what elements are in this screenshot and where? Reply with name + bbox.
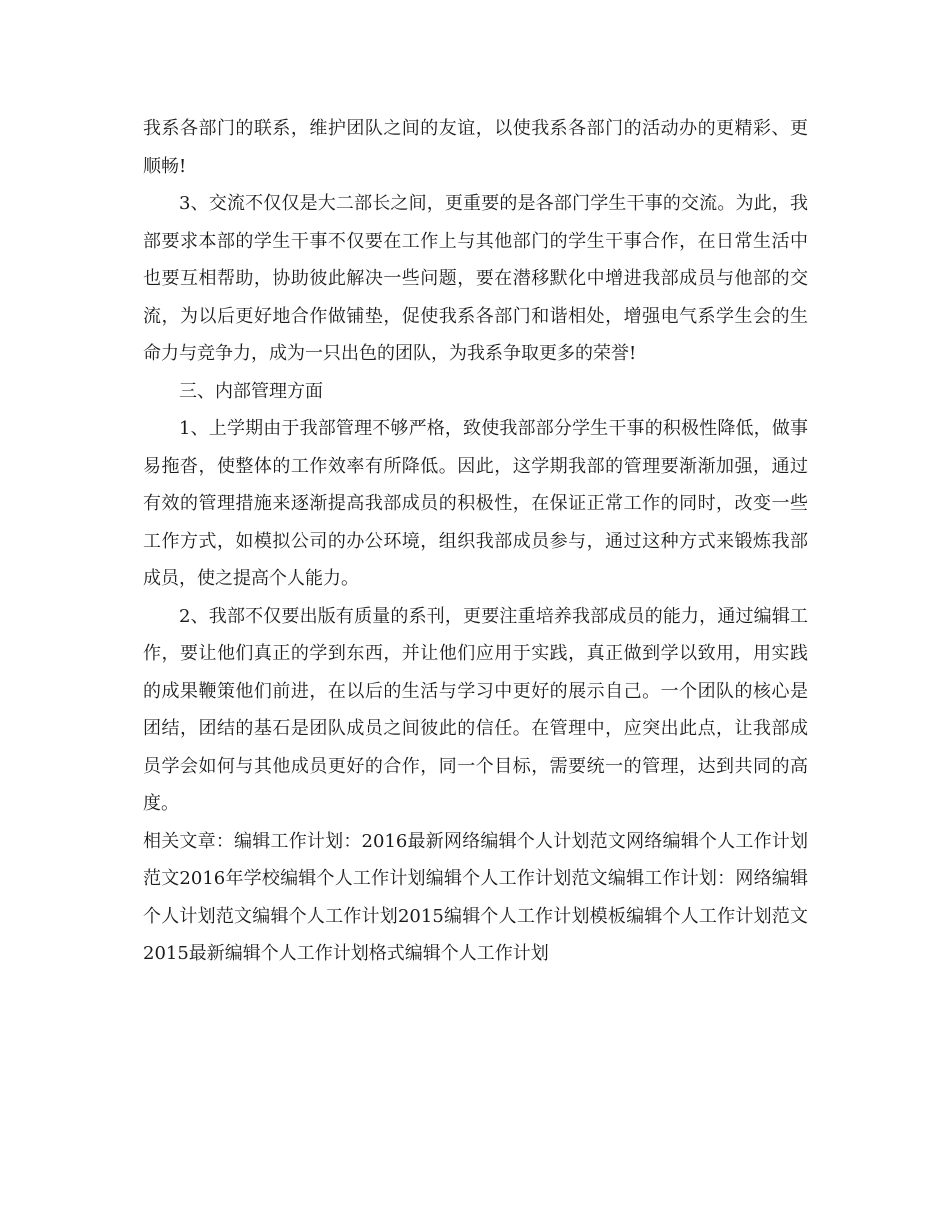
section-heading-internal-management: 三、内部管理方面 — [179, 380, 323, 402]
paragraph-continued: 我系各部门的联系，维护团队之间的友谊，以使我系各部门的活动办的更精彩、更顺畅! — [143, 118, 808, 177]
document-page — [143, 110, 808, 973]
related-articles: 相关文章：编辑工作计划：2016最新网络编辑个人计划范文网络编辑个人工作计划范文2016年学校编辑个人工作计划编辑个人工作计划范文编辑工作计划：网络编辑个人计划范文编辑个人工作计划2015编辑个人工作计划模板编辑个人工作计划范文2015最新编辑个人工作计划格式编辑个人工作计划 — [143, 830, 808, 964]
paragraph-management-1: 1、上学期由于我部管理不够严格，致使我部部分学生干事的积极性降低，做事易拖沓，使整体的工作效率有所降低。因此，这学期我部的管理要渐渐加强，通过有效的管理措施来逐渐提高我部成员的积极性，在保证正常工作的同时，改变一些工作方式，如模拟公司的办公环境，组织我部成员参与，通过这种方式来锻炼我部成员，使之提高个人能力。 — [143, 418, 808, 589]
paragraph-management-2: 2、我部不仅要出版有质量的系刊，更要注重培养我部成员的能力，通过编辑工作，要让他们真正的学到东西，并让他们应用于实践，真正做到学以致用，用实践的成果鞭策他们前进，在以后的生活与学习中更好的展示自己。一个团队的核心是团结，团结的基石是团队成员之间彼此的信任。在管理中，应突出此点，让我部成员学会如何与其他成员更好的合作，同一个目标，需要统一的管理，达到共同的高度。 — [143, 605, 808, 814]
paragraph-exchange: 3、交流不仅仅是大二部长之间，更重要的是各部门学生干事的交流。为此，我部要求本部的学生干事不仅要在工作上与其他部门的学生干事合作，在日常生活中也要互相帮助，协助彼此解决一些问题，要在潜移默化中增进我部成员与他部的交流，为以后更好地合作做铺垫，促使我系各部门和谐相处，增强电气系学生会的生命力与竞争力，成为一只出色的团队，为我系争取更多的荣誉! — [143, 193, 808, 364]
